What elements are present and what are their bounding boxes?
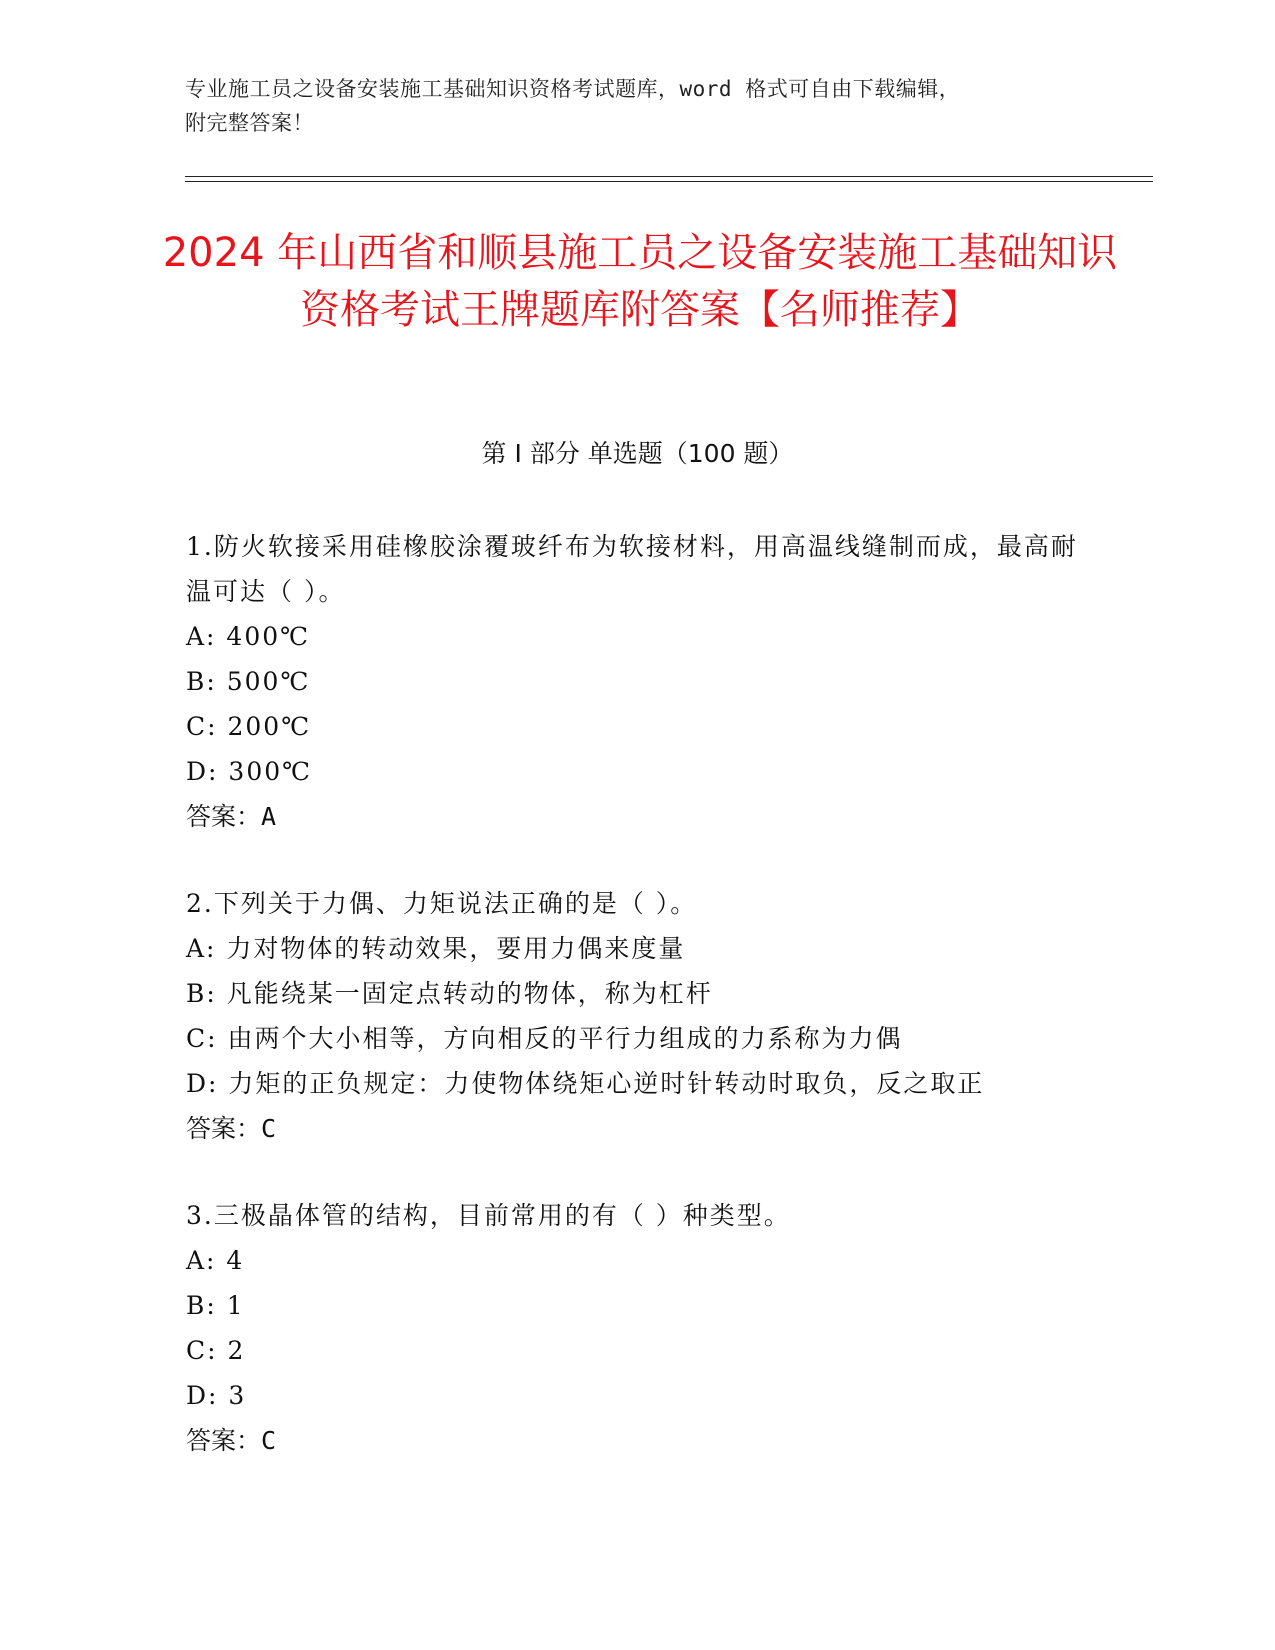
question-stem: 3.三极晶体管的结构，目前常用的有（ ）种类型。 xyxy=(186,1201,791,1230)
question-2 xyxy=(186,881,1086,1151)
answer-line xyxy=(186,1418,1086,1463)
document-title: 2024 年山西省和顺县施工员之设备安装施工基础知识资格考试王牌题库附答案【名师推荐】 xyxy=(162,230,1118,333)
question-stem: 2.下列关于力偶、力矩说法正确的是（ ）。 xyxy=(186,889,698,918)
answer-label: 答案： xyxy=(186,1426,262,1455)
option-a: A: 400℃ xyxy=(186,622,311,651)
option-d: D: 3 xyxy=(186,1381,247,1410)
answer-label: 答案： xyxy=(186,802,262,831)
option-d: D: 300℃ xyxy=(186,757,313,786)
answer-value: A xyxy=(261,802,277,831)
option-d: D: 力矩的正负规定：力使物体绕矩心逆时针转动时取负，反之取正 xyxy=(186,1069,985,1098)
header-divider-bottom xyxy=(185,181,1153,182)
question-stem: 1.防火软接采用硅橡胶涂覆玻纤布为软接材料，用高温线缝制而成，最高耐温可达（ ）。 xyxy=(186,532,1078,606)
option-b: B: 1 xyxy=(186,1291,245,1320)
answer-line xyxy=(186,1106,1086,1151)
option-b: B: 凡能绕某一固定点转动的物体，称为杠杆 xyxy=(186,979,713,1008)
answer-value: C xyxy=(261,1114,277,1143)
option-c: C: 200℃ xyxy=(186,712,312,741)
option-b: B: 500℃ xyxy=(186,667,311,696)
option-c: C: 2 xyxy=(186,1336,246,1365)
answer-value: C xyxy=(261,1426,277,1455)
option-a: A: 力对物体的转动效果，要用力偶来度量 xyxy=(186,934,686,963)
answer-line xyxy=(186,794,1086,839)
option-c: C: 由两个大小相等，方向相反的平行力组成的力系称为力偶 xyxy=(186,1024,903,1053)
section-heading: 第 I 部分 单选题（100 题） xyxy=(481,439,794,468)
header-divider-top xyxy=(185,176,1153,177)
header-note xyxy=(185,72,1065,140)
header-note-line-2: 附完整答案！ xyxy=(185,111,314,135)
question-list xyxy=(186,524,1086,1505)
answer-label: 答案： xyxy=(186,1114,262,1143)
option-a: A: 4 xyxy=(186,1246,245,1275)
question-1 xyxy=(186,524,1086,839)
question-3 xyxy=(186,1193,1086,1463)
header-note-line-1: 专业施工员之设备安装施工基础知识资格考试题库，word 格式可自由下载编辑， xyxy=(185,77,961,101)
